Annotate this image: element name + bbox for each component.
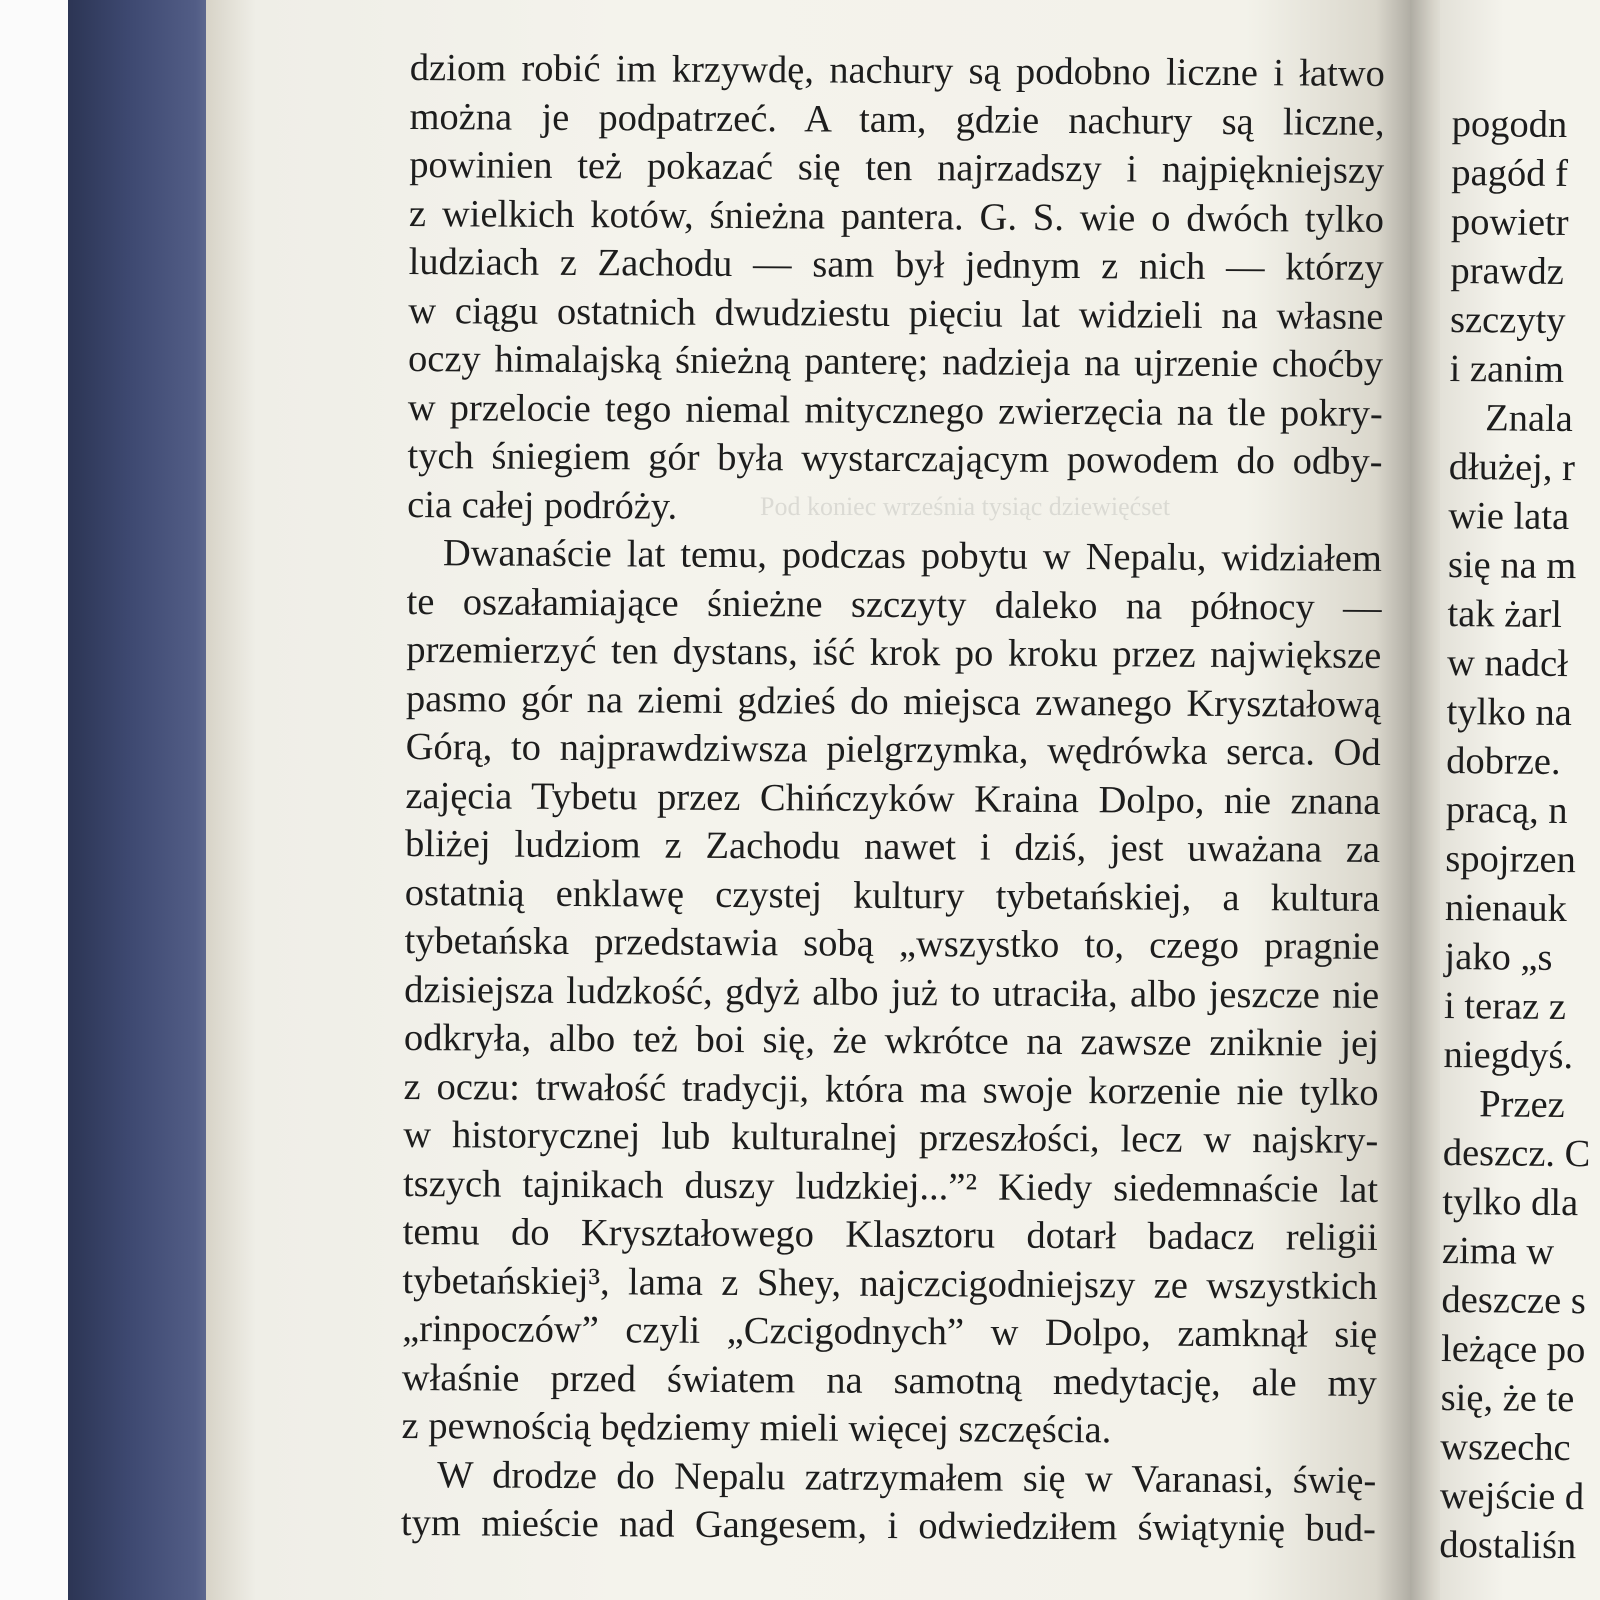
text-line: przemierzyć ten dystans, iść krok po kroku przez największe <box>406 628 1382 677</box>
text-line: „rinpoczów” czyli „Czcigodnych” w Dolpo, zamknął się <box>402 1307 1378 1356</box>
right-text-line: Znala <box>1485 397 1574 441</box>
text-line: dziom robić im krzywdę, nachury są podobno liczne i łatwo <box>409 46 1385 95</box>
text-line: pasmo gór na ziemi gdzieś do miejsca zwanego Kryształową <box>405 677 1382 726</box>
text-line: temu do Kryształowego Klasztoru dotarł badacz religii <box>402 1210 1378 1259</box>
right-text-line: powietr <box>1450 200 1569 245</box>
right-text-line: wszechc <box>1440 1425 1571 1470</box>
right-text-line: Przez <box>1479 1083 1565 1127</box>
right-text-line: tak żarl <box>1447 592 1563 636</box>
text-line: Górą, to najprawdziwsza pielgrzymka, wędrówka serca. Od <box>405 725 1381 774</box>
text-line: tybetańskiej³, lama z Shey, najczcigodniejszy ze wszystkich <box>402 1259 1378 1308</box>
paragraph-start-line: W drodze do Nepalu zatrzymałem się w Varanasi, świę- <box>437 1453 1377 1502</box>
right-text-line: i teraz z <box>1443 984 1567 1029</box>
text-line: w ciągu ostatnich dwudziestu pięciu lat widzieli na własne <box>408 289 1384 338</box>
right-text-line: pracą, n <box>1445 788 1568 833</box>
right-text-line: deszcz. C <box>1442 1131 1591 1176</box>
left-page-text <box>401 44 1390 1553</box>
text-line: odkryła, albo też boi się, że wkrótce na zawsze zniknie jej <box>403 1016 1380 1065</box>
text-line: z pewnością będziemy mieli więcej szczęścia. <box>401 1404 1112 1452</box>
right-text-line: tylko dla <box>1442 1180 1579 1225</box>
text-line: tym mieście nad Gangesem, i odwiedziłem świątynię bud- <box>400 1501 1377 1550</box>
right-text-line: tylko na <box>1446 690 1572 735</box>
text-line: oczy himalajską śnieżną panterę; nadzieja na ujrzenie choćby <box>407 337 1384 386</box>
backdrop <box>0 0 70 1600</box>
right-text-line: się na m <box>1447 543 1577 588</box>
text-line: można je podpatrzeć. A tam, gdzie nachury są liczne, <box>409 95 1385 144</box>
right-page-text <box>1439 100 1600 1573</box>
right-text-line: dłużej, r <box>1448 445 1576 490</box>
right-text-line: szczyty <box>1449 298 1566 342</box>
text-line: tybetańska przedstawia sobą „wszystko to, czego pragnie <box>404 919 1380 968</box>
text-line: tszych tajnikach duszy ludzkiej...”² Kiedy siedemnaście lat <box>402 1162 1379 1211</box>
text-line: bliżej ludziom z Zachodu nawet i dziś, jest uważana za <box>404 822 1381 871</box>
text-line: cia całej podróży. <box>407 483 678 528</box>
text-line: z wielkich kotów, śnieżna pantera. G. S. wie o dwóch tylko <box>408 192 1385 241</box>
right-text-line: jako „s <box>1444 935 1553 979</box>
right-text-line: niegdyś. <box>1443 1033 1574 1078</box>
text-line: ludziach z Zachodu — sam był jednym z nich — którzy <box>408 240 1384 289</box>
right-text-line: pagód f <box>1451 151 1569 196</box>
right-text-line: prawdz <box>1450 249 1564 293</box>
right-text-line: deszcze s <box>1441 1278 1586 1323</box>
text-line: zajęcia Tybetu przez Chińczyków Kraina Dolpo, nie znana <box>405 774 1381 823</box>
text-line: właśnie przed światem na samotną medytację, ale my <box>401 1356 1377 1405</box>
right-text-line: dostaliśn <box>1439 1523 1577 1568</box>
right-text-line: spojrzen <box>1445 837 1576 882</box>
right-text-line: nienauk <box>1444 886 1568 931</box>
right-text-line: pogodn <box>1451 102 1568 147</box>
text-line: w przelocie tego niemal mitycznego zwierzęcia na tle pokry- <box>407 386 1383 435</box>
right-text-line: dobrze. <box>1446 739 1561 783</box>
text-line: z oczu: trwałość tradycji, która ma swoje korzenie nie tylko <box>403 1065 1379 1114</box>
text-line: powinien też pokazać się ten najrzadszy i najpiękniejszy <box>409 143 1385 192</box>
right-text-line: wie lata <box>1448 494 1570 539</box>
text-line: tych śniegiem gór była wystarczającym powodem do odby- <box>407 434 1383 483</box>
right-text-line: wejście d <box>1439 1474 1585 1519</box>
text-line: ostatnią enklawę czystej kultury tybetańskiej, a kultura <box>404 871 1380 920</box>
right-text-line: zima w <box>1441 1229 1555 1273</box>
right-text-line: w nadcł <box>1446 641 1569 686</box>
book-cover-edge <box>68 0 218 1600</box>
text-line: dzisiejsza ludzkość, gdyż albo już to utraciła, albo jeszcze nie <box>404 968 1380 1017</box>
right-text-line: i zanim <box>1449 347 1565 391</box>
text-line: te oszałamiające śnieżne szczyty daleko na północy — <box>406 580 1382 629</box>
right-text-line: leżące po <box>1440 1327 1586 1372</box>
bleed-through-text: Pod koniec września tysiąc dziewięćset <box>760 492 1171 521</box>
right-text-line: się, że te <box>1440 1376 1575 1421</box>
text-line: w historycznej lub kulturalnej przeszłości, lecz w najskry- <box>403 1113 1379 1162</box>
paragraph-start-line: Dwanaście lat temu, podczas pobytu w Nepalu, widziałem <box>442 532 1383 580</box>
